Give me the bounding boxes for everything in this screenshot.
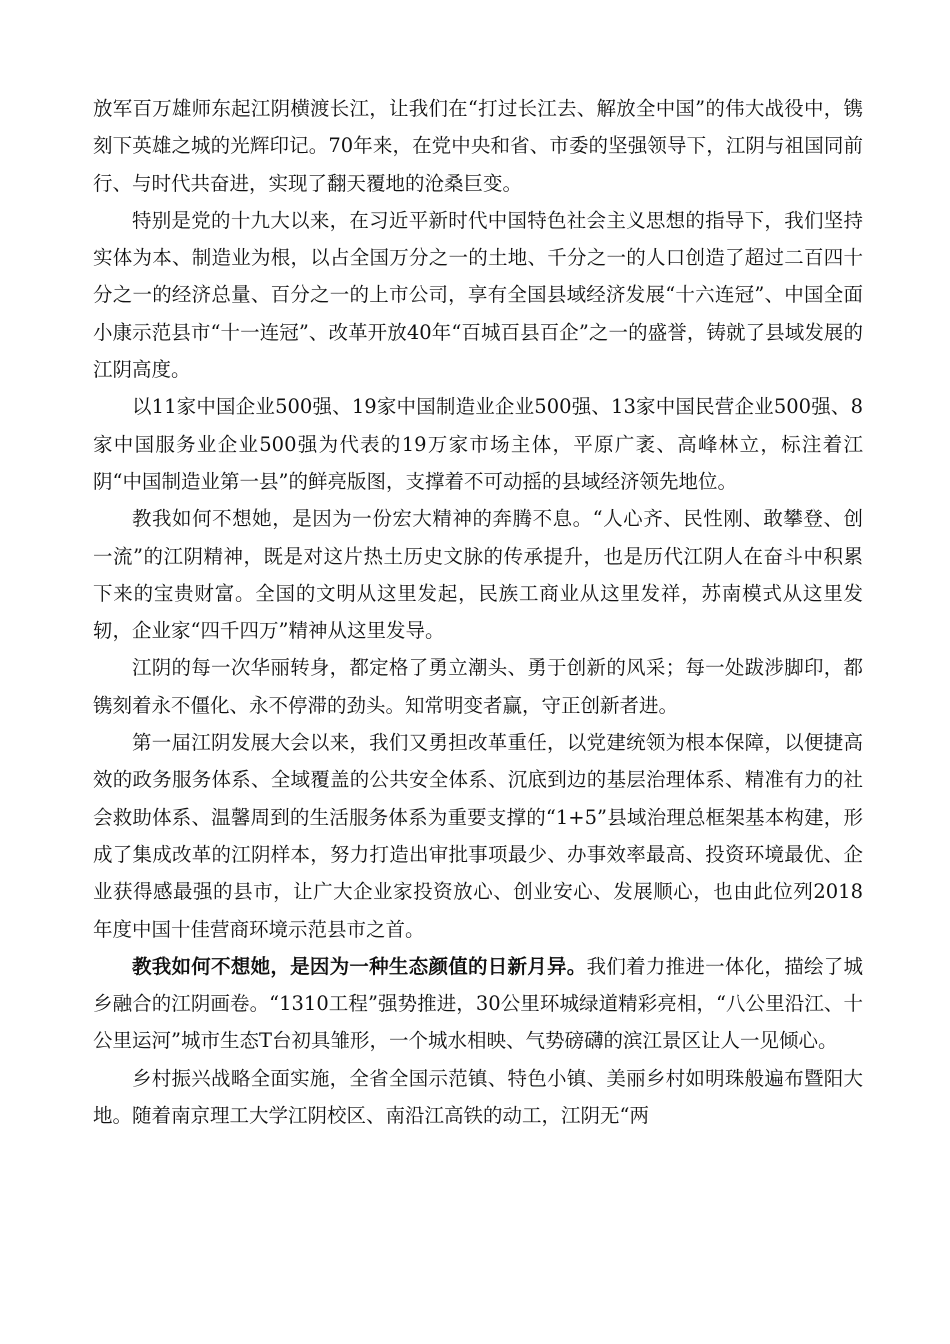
paragraph-7 bbox=[93, 948, 863, 1060]
paragraph-8: 乡村振兴战略全面实施，全省全国示范镇、特色小镇、美丽乡村如明珠般遍布暨阳大地。随着南京理工大学江阴校区、南沿江高铁的动工，江阴无“两 bbox=[93, 1066, 863, 1128]
paragraph-6: 第一届江阴发展大会以来，我们又勇担改革重任，以党建统领为根本保障，以便捷高效的政务服务体系、全域覆盖的公共安全体系、沉底到边的基层治理体系、精准有力的社会救助体系、温馨周到的生活服务体系为重要支撑的“1+5”县域治理总框架基本构建，形成了集成改革的江阴样本，努力打造出审批事项最少、办事效率最高、投资环境最优、企业获得感最强的县市，让广大企业家投资放心、创业安心、发展顺心，也由此位列2018年度中国十佳营商环境示范县市之首。 bbox=[93, 731, 863, 941]
paragraph-2: 特别是党的十九大以来，在习近平新时代中国特色社会主义思想的指导下，我们坚持实体为本、制造业为根，以占全国万分之一的土地、千分之一的人口创造了超过二百四十分之一的经济总量、百分之一的上市公司，享有全国县域经济发展“十六连冠”、中国全面小康示范县市“十一连冠”、改革开放40年“百城百县百企”之一的盛誉，铸就了县域发展的江阴高度。 bbox=[93, 208, 863, 382]
paragraph-3: 以11家中国企业500强、19家中国制造业企业500强、13家中国民营企业500强、8家中国服务业企业500强为代表的19万家市场主体，平原广袤、高峰林立，标注着江阴“中国制造业第一县”的鲜亮版图，支撑着不可动摇的县域经济领先地位。 bbox=[93, 395, 863, 493]
paragraph-5: 江阴的每一次华丽转身，都定格了勇立潮头、勇于创新的风采；每一处跋涉脚印，都镌刻着永不僵化、永不停滞的劲头。知常明变者赢，守正创新者进。 bbox=[93, 656, 863, 717]
paragraph-4: 教我如何不想她，是因为一份宏大精神的奔腾不息。“人心齐、民性刚、敢攀登、创一流”的江阴精神，既是对这片热土历史文脉的传承提升，也是历代江阴人在奋斗中积累下来的宝贵财富。全国的文明从这里发起，民族工商业从这里发祥，苏南模式从这里发轫，企业家“四千四万”精神从这里发导。 bbox=[93, 507, 863, 643]
paragraph-7-lead: 教我如何不想她，是因为一种生态颜值的日新月异。 bbox=[132, 954, 587, 978]
document-page bbox=[93, 90, 863, 1134]
paragraph-7-body: 我们着力推进一体化，描绘了城乡融合的江阴画卷。“1310工程”强势推进，30公里环城绿道精彩亮相，“八公里沿江、十公里运河”城市生态T台初具雏形，一个城水相映、气势磅礴的滨江景区让人一见倾心。 bbox=[93, 954, 863, 1053]
paragraph-1: 放军百万雄师东起江阴横渡长江，让我们在“打过长江去、解放全中国”的伟大战役中，镌刻下英雄之城的光辉印记。70年来，在党中央和省、市委的坚强领导下，江阴与祖国同前行、与时代共奋进，实现了翻天覆地的沧桑巨变。 bbox=[93, 97, 863, 195]
